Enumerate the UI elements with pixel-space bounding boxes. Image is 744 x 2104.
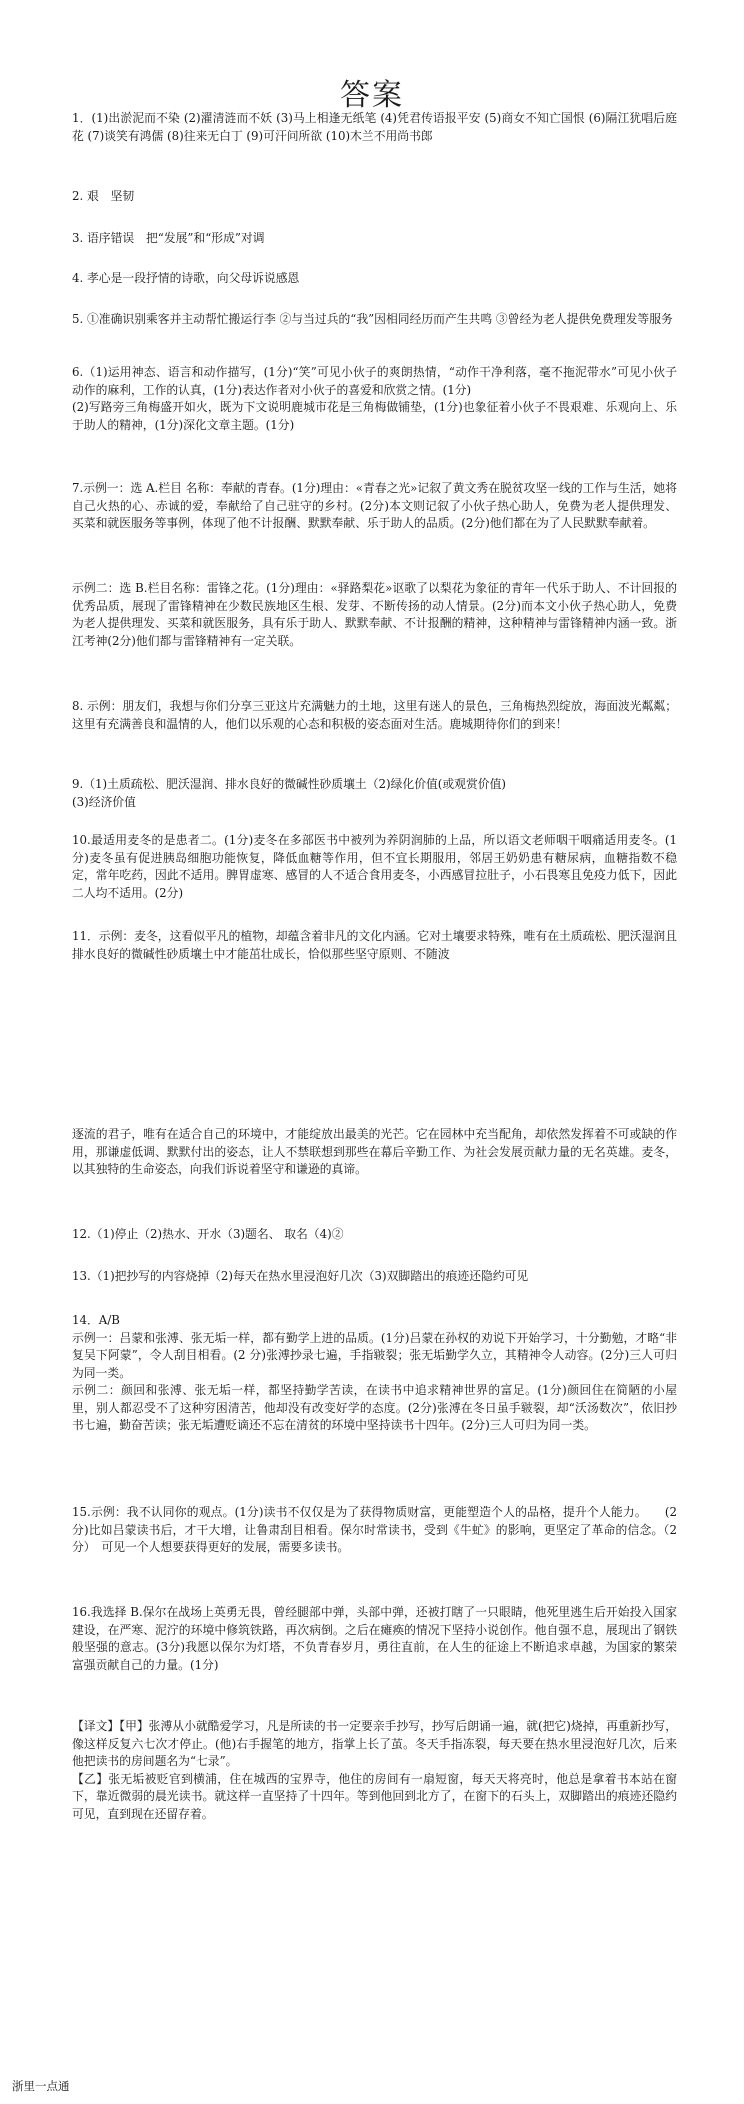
answer-6: 6.（1)运用神态、语言和动作描写，(1分)“笑”可见小伙子的爽朗热情，“动作干净利落，毫不拖泥带水”可见小伙子动作的麻利，工作的认真，(1分)表达作者对小伙子的喜爱和欣赏之情。(1分) (2)写路旁三角梅盛开如火，既为下文说明鹿城市花是三角梅做铺垫，(1分)也象征着小伙子不畏艰难、乐观向上、乐于助人的精神，(1分)深化文章主题。(1分) [72,365,677,432]
answer-14: 14．A/B 示例一：吕蒙和张溥、张无垢一样，都有勤学上进的品质。(1分)吕蒙在孙权的劝说下开始学习，十分勤勉，才略“非复吴下阿蒙”，令人刮目相看。(2 分)张溥抄录七遍，手指皲裂；张无垢勤学久立，其精神令人动容。(2分)三人可归为同一类。 示例二：颜回和张溥、张无垢一样，都坚持勤学苦读，在读书中追求精神世界的富足。(1分)颜回住在简陋的小屋里，别人都忍受不了这种穷困清苦，他却没有改变好学的态度。(2分)张溥在冬日虽手皲裂，却“沃汤数次”，依旧抄书七遍，勤奋苦读；张无垢遭贬谪还不忘在清贫的环境中坚持读书十四年。(2分)三人可归为同一类。 [72,1313,677,1432]
footer-watermark: 浙里一点通 [12,2079,70,2093]
answer-11-part-2: 逐流的君子，唯有在适合自己的环境中，才能绽放出最美的光芒。它在园林中充当配角，却依然发挥着不可或缺的作用，那谦虚低调、默默付出的姿态，让人不禁联想到那些在幕后辛勤工作、为社会发展贡献力量的无名英雄。麦冬，以其独特的生命姿态，向我们诉说着坚守和谦逊的真谛。 [72,1127,677,1176]
answer-3: 3. 语序错误 把“发展”和“形成”对调 [72,231,265,245]
translation: 【译文】【甲】张溥从小就酷爱学习，凡是所读的书一定要亲手抄写，抄写后朗诵一遍，就(把它)烧掉，再重新抄写，像这样反复六七次才停止。(他)右手握笔的地方，指掌上长了茧。冬天手指冻裂，每天要在热水里浸泡好几次，后来他把读书的房间题名为“七录”。 【乙】张无垢被贬官到横浦，住在城西的宝界寺，他住的房间有一扇短窗，每天天将亮时，他总是拿着书本站在窗下，靠近微弱的晨光读书。就这样一直坚持了十四年。等到他回到北方了，在窗下的石头上，双脚踏出的痕迹还隐约可见，直到现在还留存着。 [72,1719,677,1821]
answer-5: 5. ①准确识别乘客并主动帮忙搬运行李 ②与当过兵的“我”因相同经历而产生共鸣 ③曾经为老人提供免费理发等服务 [72,312,673,326]
answer-4: 4. 孝心是一段抒情的诗歌，向父母诉说感恩 [72,271,300,285]
answer-15: 15.示例：我不认同你的观点。(1分)读书不仅仅是为了获得物质财富，更能塑造个人的品格，提升个人能力。 (2分)比如吕蒙读书后，才干大增，让鲁肃刮目相看。保尔时常读书，受到《牛虻》的影响，更坚定了革命的信念。（2分） 可见一个人想要获得更好的发展，需要多读书。 [72,1505,677,1554]
page-title: 答案 [340,78,404,113]
answer-12: 12.（1)停止（2)热水、开水（3)题名、 取名（4)② [72,1227,344,1241]
answer-11-part-1: 11．示例：麦冬，这看似平凡的植物，却蕴含着非凡的文化内涵。它对土壤要求特殊，唯有在土质疏松、肥沃湿润且排水良好的微碱性砂质壤土中才能茁壮成长，恰似那些坚守原则、不随波 [72,929,677,961]
answer-7-example-1: 7.示例一：选 A.栏目 名称：奉献的青春。(1分)理由：«青春之光»记叙了黄文秀在脱贫攻坚一线的工作与生活，她将自己火热的心、赤诚的爱，奉献给了自己驻守的乡村。(2分)本文则记叙了小伙子热心助人，免费为老人提供理发、买菜和就医服务等事例，体现了他不计报酬、默默奉献、乐于助人的品质。(2分)他们都在为了人民默默奉献着。 [72,481,677,530]
answer-1: 1．(1)出淤泥而不染 (2)濯清涟而不妖 (3)马上相逢无纸笔 (4)凭君传语报平安 (5)商女不知亡国恨 (6)隔江犹唱后庭花 (7)谈笑有鸿儒 (8)往来无白丁 (9)可汗问所欲 (10)木兰不用尚书郎 [72,111,677,143]
answer-7-example-2: 示例二：选 B.栏目名称：雷锋之花。(1分)理由：«驿路梨花»讴歌了以梨花为象征的青年一代乐于助人、不计回报的优秀品质，展现了雷锋精神在少数民族地区生根、发芽、不断传扬的动人情景。(2分)而本文小伙子热心助人，免费为老人提供理发、买菜和就医服务，具有乐于助人、默默奉献、不计报酬的精神，这种精神与雷锋精神内涵一致。浙江考神(2分)他们都与雷锋精神有一定关联。 [72,581,677,648]
answer-2: 2. 艰 坚韧 [72,189,135,203]
answer-8: 8. 示例：朋友们，我想与你们分享三亚这片充满魅力的土地，这里有迷人的景色，三角梅热烈绽放，海面波光粼粼；这里有充满善良和温情的人，他们以乐观的心态和积极的姿态面对生活。鹿城期待你们的到来！ [72,699,677,731]
answer-9: 9.（1)土质疏松、肥沃湿润、排水良好的微碱性砂质壤土（2)绿化价值(或观赏价值) (3)经济价值 [72,777,506,809]
answer-13: 13.（1)把抄写的内容烧掉（2)每天在热水里浸泡好几次（3)双脚踏出的痕迹还隐约可见 [72,1269,529,1283]
answer-10: 10.最适用麦冬的是患者二。(1分)麦冬在多部医书中被列为养阴润肺的上品，所以语文老师咽干咽痛适用麦冬。(1分)麦冬虽有促进胰岛细胞功能恢复，降低血糖等作用，但不宜长期服用，邻居王奶奶患有糖尿病，血糖指数不稳定，常年吃药，因此不适用。脾胃虚寒、感冒的人不适合食用麦冬，小西感冒拉肚子，小石畏寒且免疫力低下，因此二人均不适用。(2分) [72,833,677,900]
answer-16: 16.我选择 B.保尔在战场上英勇无畏，曾经腿部中弹，头部中弹，还被打瞎了一只眼睛，他死里逃生后开始投入国家建设，在严寒、泥泞的环境中修筑铁路，再次病倒。之后在瘫痪的情况下坚持小说创作。他自强不息，展现出了钢铁般坚强的意志。(3分)我愿以保尔为灯塔，不负青春岁月，勇往直前，在人生的征途上不断追求卓越，为国家的繁荣富强贡献自己的力量。(1分) [72,1605,677,1672]
